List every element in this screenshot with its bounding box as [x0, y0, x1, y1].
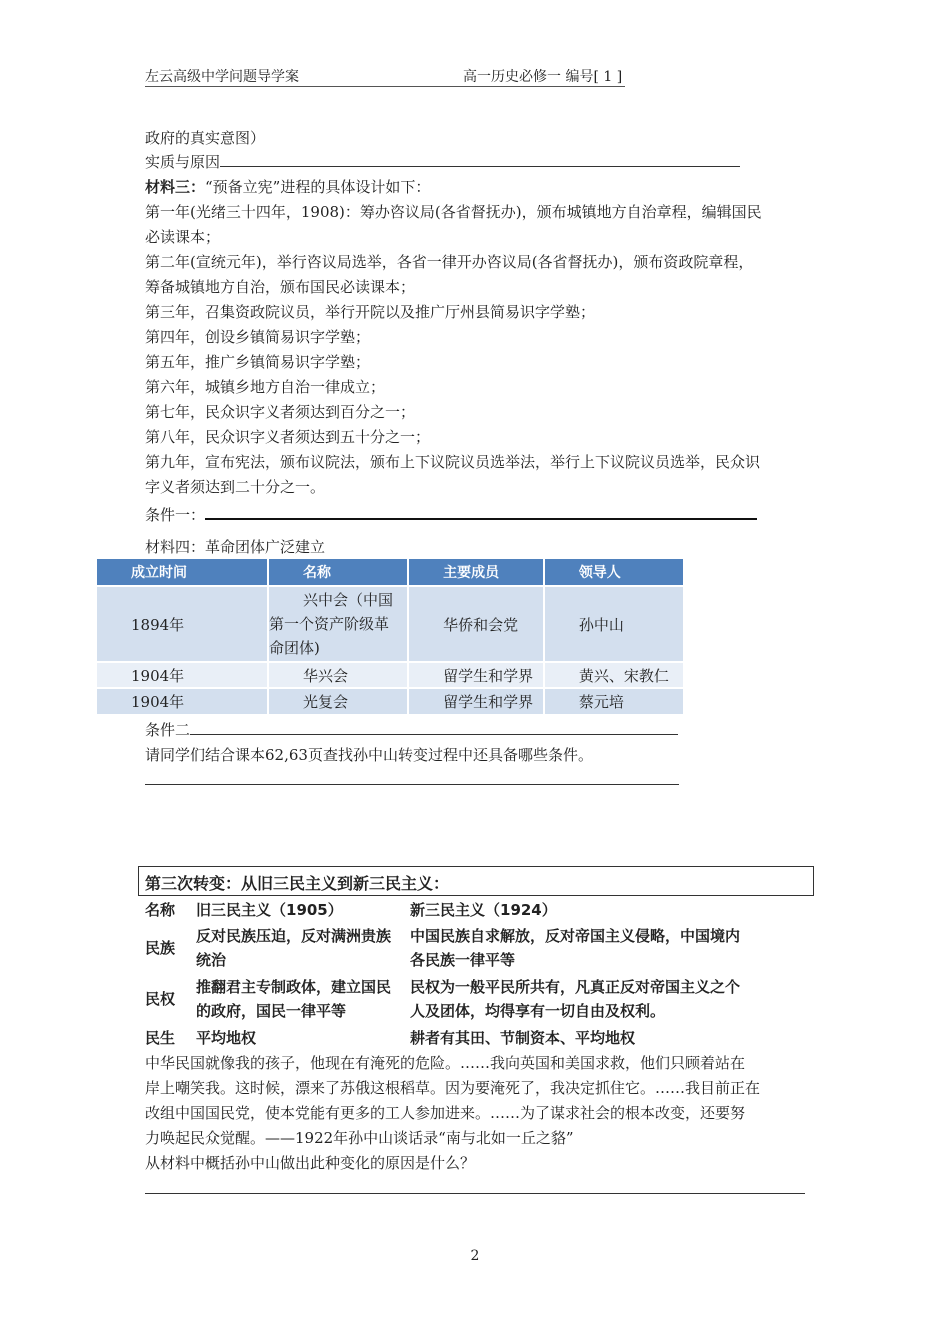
revolutionary-groups-table [97, 559, 685, 714]
answer-line[interactable] [145, 784, 679, 785]
old-principle: 旧三民主义（1905） [196, 901, 343, 919]
material3-line: 第四年，创设乡镇简易识字学塾； [145, 328, 371, 346]
old-principle-cont: 统治 [196, 951, 227, 969]
essence-reason-row [145, 152, 740, 172]
table-row [97, 662, 684, 688]
quote-line: 力唤起民众觉醒。——1922年孙中山谈话录“南与北如一丘之貉” [145, 1129, 574, 1147]
material3-line: 第八年，民众识字义者须达到五十分之一； [145, 428, 431, 446]
material2-tail-line: 政府的真实意图） [145, 129, 266, 147]
material3-label: 材料三： [145, 178, 206, 196]
column-header: 主要成员 [408, 559, 544, 586]
material3-heading: “预备立宪”进程的具体设计如下： [205, 178, 431, 196]
quote-line: 岸上嘲笑我。这时候，漂来了苏俄这根稻草。因为要淹死了，我决定抓住它。……我目前正在 [145, 1079, 761, 1097]
cell-members: 留学生和学界 [408, 688, 544, 714]
material3-line: 第三年，召集资政院议员，举行开院以及推广厅州县简易识字学塾； [145, 303, 596, 321]
material3-line: 第一年(光绪三十四年，1908)：筹办咨议局(各省督抚办)，颁布城镇地方自治章程，编辑国民 [145, 203, 762, 221]
material3-line: 字义者须达到二十分之一。 [145, 478, 326, 496]
cell-leader: 孙中山 [544, 586, 684, 662]
header-rule [145, 86, 625, 87]
old-principle: 反对民族压迫，反对满洲贵族 [196, 927, 392, 945]
cell-name-line: 兴中会（中国 [303, 591, 394, 609]
third-change-title: 第三次转变：从旧三民主义到新三民主义： [145, 874, 450, 893]
cell-name: 光复会 [268, 688, 408, 714]
school-name: 左云高级中学问题导学案 [145, 69, 299, 85]
column-header: 成立时间 [97, 559, 268, 586]
quote-line: 中华民国就像我的孩子，他现在有淹死的危险。……我向英国和美国求救，他们只顾着站在 [145, 1054, 746, 1072]
reason-question: 从材料中概括孙中山做出此种变化的原因是什么？ [145, 1154, 476, 1172]
cell-members: 华侨和会党 [408, 586, 544, 662]
essence-reason-label: 实质与原因 [145, 153, 221, 171]
material3-line: 第五年，推广乡镇简易识字学塾； [145, 353, 371, 371]
material3-line: 筹备城镇地方自治，颁布国民必读课本； [145, 278, 416, 296]
answer-line[interactable] [145, 1193, 805, 1194]
condition1-row [145, 504, 757, 525]
row-label: 民权 [145, 990, 176, 1008]
row-label: 民生 [145, 1029, 176, 1047]
row-label: 民族 [145, 939, 176, 957]
new-principle-cont: 各民族一律平等 [410, 951, 516, 969]
course-info: 高一历史必修一 编号[ 1 ] [463, 69, 623, 85]
material3-line: 第七年，民众识字义者须达到百分之一； [145, 403, 416, 421]
old-principle: 平均地权 [196, 1029, 257, 1047]
old-principle-cont: 的政府，国民一律平等 [196, 1002, 347, 1020]
column-header: 名称 [268, 559, 408, 586]
new-principle: 民权为一般平民所共有，凡真正反对帝国主义之个 [410, 978, 741, 996]
cell-time: 1894年 [97, 586, 268, 662]
condition1-label: 条件一： [145, 506, 206, 524]
cell-name-line: 命团体) [269, 639, 320, 657]
third-change-title-box [138, 866, 814, 896]
condition1-blank[interactable] [205, 504, 757, 520]
table-row [97, 586, 684, 662]
material3-line: 必读课本； [145, 228, 221, 246]
new-principle: 耕者有其田、节制资本、平均地权 [410, 1029, 636, 1047]
condition2-row [145, 720, 678, 740]
cell-name [268, 586, 408, 662]
material3-title [145, 177, 430, 197]
cell-name-line: 第一个资产阶级革 [269, 615, 390, 633]
quote-line: 改组中国国民党，使本党能有更多的工人参加进来。……为了谋求社会的根本改变，还要努 [145, 1104, 746, 1122]
material4-title: 材料四：革命团体广泛建立 [145, 538, 326, 556]
condition2-blank[interactable] [190, 720, 678, 735]
new-principle: 中国民族自求解放，反对帝国主义侵略，中国境内 [410, 927, 741, 945]
cell-leader: 黄兴、宋教仁 [544, 662, 684, 688]
cell-leader: 蔡元培 [544, 688, 684, 714]
column-header: 领导人 [544, 559, 684, 586]
textbook-prompt: 请同学们结合课本62,63页查找孙中山转变过程中还具备哪些条件。 [145, 746, 593, 764]
cell-time: 1904年 [97, 662, 268, 688]
essence-reason-blank[interactable] [220, 152, 740, 167]
new-principle: 新三民主义（1924） [410, 901, 557, 919]
material3-line: 第九年，宣布宪法，颁布议院法，颁布上下议院议员选举法，举行上下议院议员选举，民众识 [145, 453, 761, 471]
new-principle-cont: 人及团体，均得享有一切自由及权利。 [410, 1002, 666, 1020]
material3-line: 第二年(宣统元年)，举行咨议局选举，各省一律开办咨议局(各省督抚办)，颁布资政院章程， [145, 253, 754, 271]
cell-name: 华兴会 [268, 662, 408, 688]
cell-time: 1904年 [97, 688, 268, 714]
condition2-label: 条件二 [145, 721, 191, 739]
table-row [97, 688, 684, 714]
row-label: 名称 [145, 901, 176, 919]
old-principle: 推翻君主专制政体，建立国民 [196, 978, 392, 996]
material3-line: 第六年，城镇乡地方自治一律成立； [145, 378, 386, 396]
table-header-row [97, 559, 684, 586]
cell-members: 留学生和学界 [408, 662, 544, 688]
page-number: 2 [470, 1248, 480, 1264]
